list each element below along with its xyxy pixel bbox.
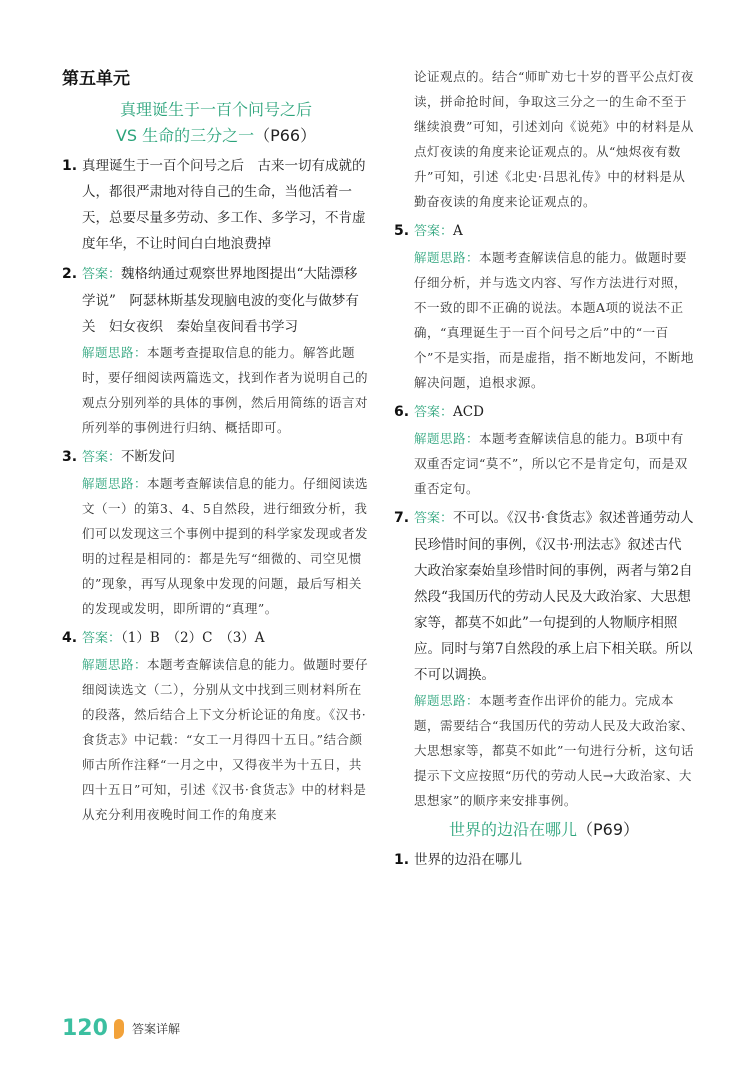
question-7	[394, 505, 694, 813]
explain-text: 本题考查解读信息的能力。B项中有双重否定词“莫不”，所以它不是肯定句，而是双重否定句。	[414, 431, 688, 496]
question-6	[394, 399, 694, 501]
question-3	[62, 444, 370, 621]
answer-text: 世界的边沿在哪儿	[414, 852, 522, 868]
question-number: 1.	[62, 158, 78, 174]
section-page-ref: （P69）	[577, 820, 640, 839]
page-number: 120	[62, 1016, 108, 1041]
explain-continuation: 论证观点的。结合“师旷劝七十岁的晋平公点灯夜读，拼命抢时间，争取这三分之一的生命不至于继续浪费”可知，引述刘向《说苑》中的材料是从点灯夜读的角度来论证观点的。从“烛烬夜有数升”可知，引述《北史·吕思礼传》中的材料是从勤奋夜读的角度来论证观点的。	[414, 69, 694, 209]
section2-question-1	[394, 847, 694, 873]
answer-text: 真理诞生于一百个问号之后 古来一切有成就的人，都很严肃地对待自己的生命，当他活着一天，总要尽量多劳动、多工作、多学习，不肯虚度年华，不让时间白白地浪费掉	[82, 158, 366, 252]
question-4	[62, 625, 370, 827]
brand-logo-icon	[114, 1019, 124, 1039]
explain-label: 解题思路：	[414, 431, 480, 446]
explain-text: 本题考查解读信息的能力。仔细阅读选文（一）的第3、4、5自然段，进行细致分析，我们可以发现这三个事例中提到的科学家发现或者发明的过程是相同的：都是先写“细微的、司空见惯的”现象，再写从现象中发现的问题，最后写相关的发现或发明，即所谓的“真理”。	[82, 476, 369, 616]
section-title-text: 世界的边沿在哪儿	[448, 820, 577, 839]
question-number: 4.	[62, 630, 78, 646]
section-title-1	[62, 97, 370, 149]
explain-label: 解题思路：	[82, 345, 148, 360]
right-column	[394, 58, 694, 873]
explain-label: 解题思路：	[82, 476, 148, 491]
section-page-ref: （P66）	[254, 126, 317, 145]
section-title-2	[394, 817, 694, 843]
footer-label: 答案详解	[131, 1022, 180, 1036]
section-title-line2: VS 生命的三分之一	[115, 126, 255, 145]
answer-label: 答案：	[414, 405, 454, 420]
explain-text: 本题考查作出评价的能力。完成本题，需要结合“我国历代的劳动人民及大政治家、大思想家等，都莫不如此”一句进行分析，这句话提示下文应按照“历代的劳动人民→大政治家、大思想家”的顺序来安排事例。	[414, 693, 694, 808]
answer-text: ACD	[453, 404, 484, 420]
page-footer	[62, 1016, 180, 1041]
question-number: 1.	[394, 852, 410, 868]
question-2	[62, 261, 370, 440]
explain-label: 解题思路：	[82, 657, 148, 672]
answer-label: 答案：	[414, 224, 454, 239]
explain-text: 本题考查解读信息的能力。做题时要仔细阅读选文（二），分别从文中找到三则材料所在的段落，然后结合上下文分析论证的角度。《汉书·食货志》中记载：“女工一月得四十五日。”结合颜师古所作注释“一月之中，又得夜半为十五日，共四十五日”可知，引述《汉书·食货志》中的材料是从充分利用夜晚时间工作的角度来	[82, 657, 369, 822]
question-5	[394, 218, 694, 395]
explain-text: 本题考查解读信息的能力。做题时要仔细分析，并与选文内容、写作方法进行对照，不一致的即不正确的说法。本题A项的说法不正确，“真理诞生于一百个问号之后”中的“一百个”不是实指，而是虚指，指不断地发问，不断地解决问题，追根求源。	[414, 250, 694, 390]
answer-label: 答案：	[82, 267, 122, 282]
answer-label: 答案：	[82, 450, 122, 465]
answer-label: 答案：	[414, 511, 454, 526]
explain-label: 解题思路：	[414, 250, 480, 265]
left-column	[62, 58, 370, 827]
question-number: 6.	[394, 404, 410, 420]
question-number: 5.	[394, 223, 410, 239]
answer-text: A	[453, 223, 463, 239]
answer-text: 不可以。《汉书·食货志》叙述普通劳动人民珍惜时间的事例，《汉书·刑法志》叙述古代大政治家秦始皇珍惜时间的事例，两者与第2自然段“我国历代的劳动人民及大政治家、大思想家等，都莫不如此”一句提到的人物顺序相照应。同时与第7自然段的承上启下相关联。所以不可以调换。	[414, 510, 694, 683]
answer-text: 魏格纳通过观察世界地图提出“大陆漂移学说” 阿瑟林斯基发现脑电波的变化与做梦有关 妇女夜织 秦始皇夜间看书学习	[82, 266, 359, 335]
answer-text: 不断发问	[121, 449, 176, 465]
unit-title: 第五单元	[62, 69, 130, 89]
section-title-line1: 真理诞生于一百个问号之后	[119, 100, 312, 119]
question-number: 3.	[62, 449, 78, 465]
question-1	[62, 153, 370, 257]
answer-text: （1）B （2）C （3）A	[121, 630, 265, 646]
question-number: 2.	[62, 266, 78, 282]
answer-label: 答案：	[82, 631, 122, 646]
question-4-continued	[394, 64, 694, 214]
explain-label: 解题思路：	[414, 693, 480, 708]
explain-text: 本题考查提取信息的能力。解答此题时，要仔细阅读两篇选文，找到作者为说明自己的观点分别列举的具体的事例，然后用简练的语言对所列举的事例进行归纳、概括即可。	[82, 345, 369, 435]
question-number: 7.	[394, 510, 410, 526]
